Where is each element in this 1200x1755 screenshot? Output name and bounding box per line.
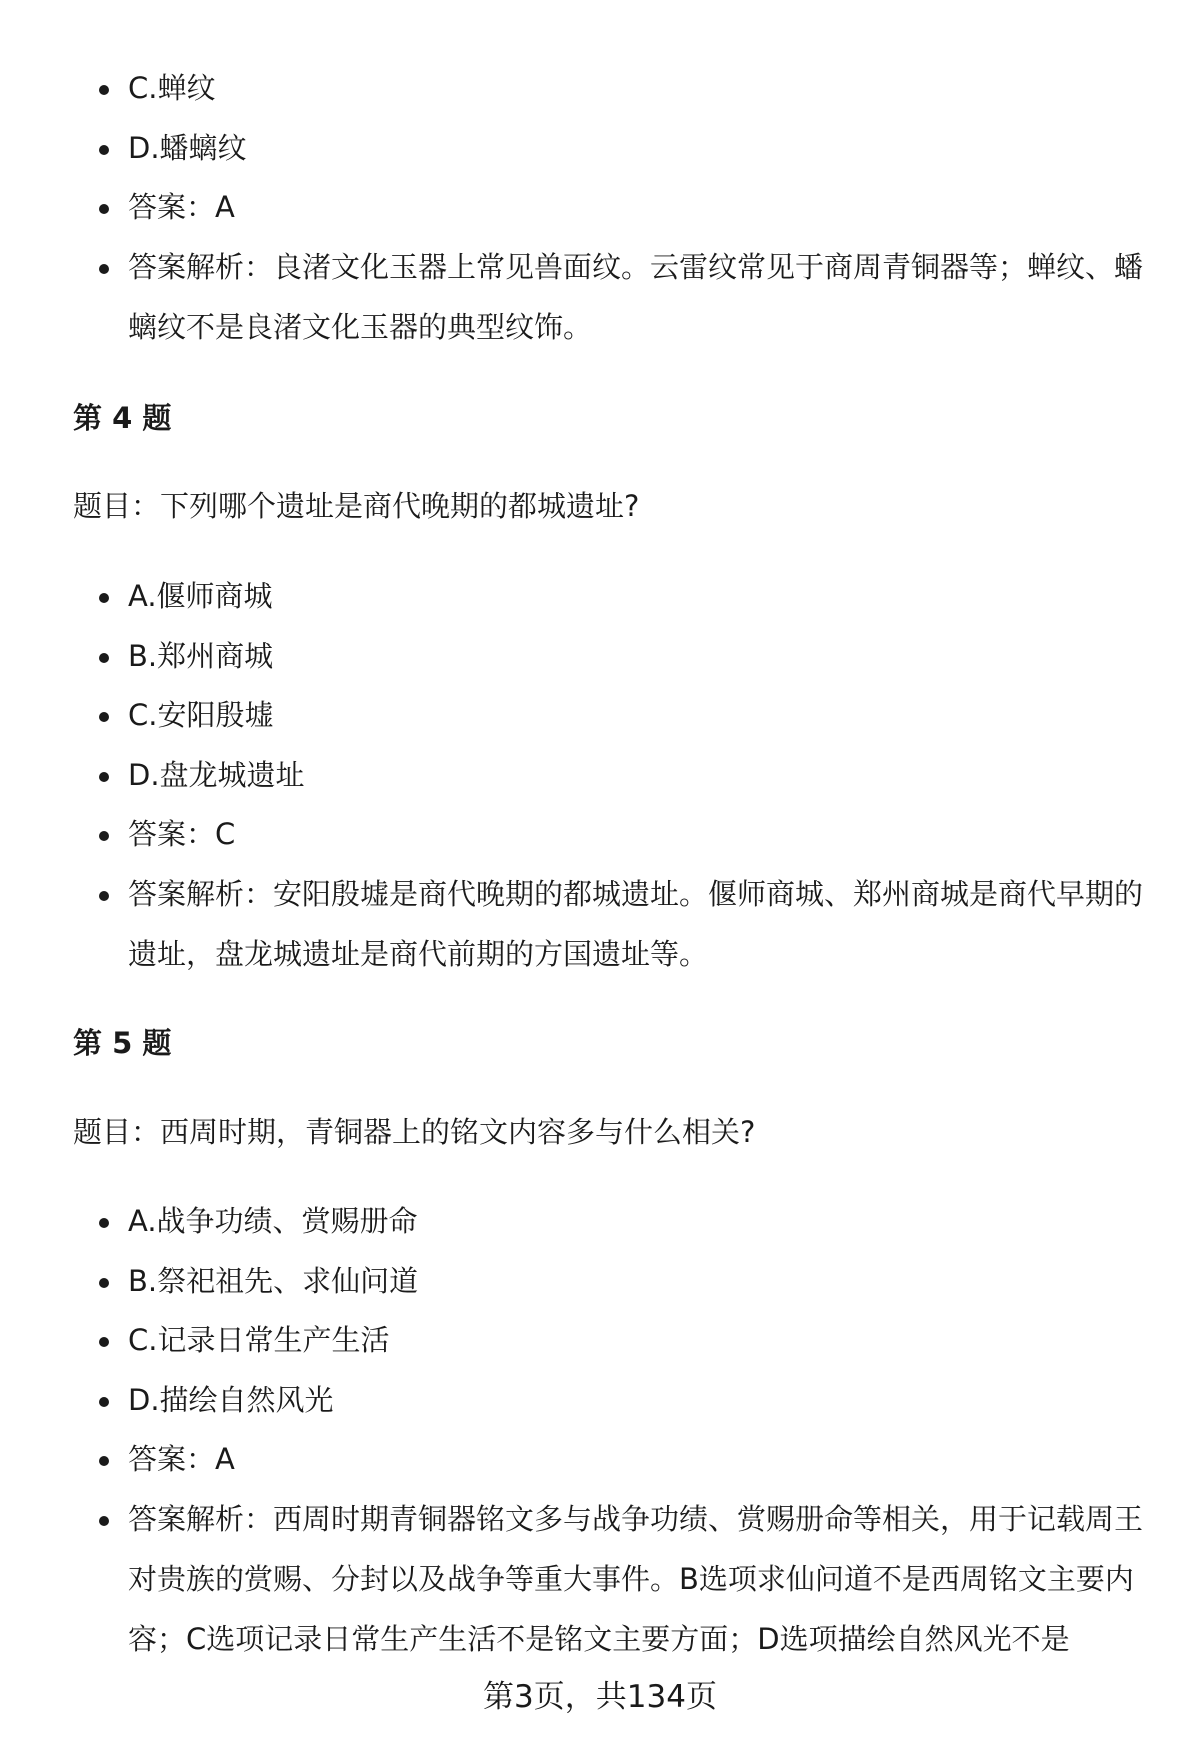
q4-option-d: D.盘龙城遗址 — [128, 745, 1163, 805]
q5-option-c: C.记录日常生产生活 — [128, 1310, 1163, 1370]
q5-heading: 第 5 题 — [73, 1026, 172, 1060]
q5-option-d: D.描绘自然风光 — [128, 1370, 1163, 1430]
q3-option-c: C.蝉纹 — [128, 58, 1163, 118]
q4-option-b: B.郑州商城 — [128, 626, 1163, 686]
q4-heading: 第 4 题 — [73, 401, 172, 435]
q4-option-a: A.偃师商城 — [128, 566, 1163, 626]
q4-explanation: 答案解析：安阳殷墟是商代晚期的都城遗址。偃师商城、郑州商城是商代早期的遗址，盘龙城遗址是商代前期的方国遗址等。 — [128, 864, 1163, 984]
q5-explanation: 答案解析：西周时期青铜器铭文多与战争功绩、赏赐册命等相关，用于记载周王对贵族的赏赐、分封以及战争等重大事件。B选项求仙问道不是西周铭文主要内容；C选项记录日常生产生活不是铭文主要方面；D选项描绘自然风光不是 — [128, 1489, 1163, 1669]
q3-answer: 答案：A — [128, 177, 1163, 237]
q4-stem: 题目：下列哪个遗址是商代晚期的都城遗址? — [73, 489, 640, 523]
q3-explanation: 答案解析：良渚文化玉器上常见兽面纹。云雷纹常见于商周青铜器等；蝉纹、蟠螭纹不是良渚文化玉器的典型纹饰。 — [128, 237, 1163, 357]
q3-option-d: D.蟠螭纹 — [128, 118, 1163, 178]
page-number-footer: 第3页，共134页 — [483, 1679, 717, 1715]
q4-answer: 答案：C — [128, 804, 1163, 864]
q5-answer: 答案：A — [128, 1429, 1163, 1489]
q4-option-c: C.安阳殷墟 — [128, 685, 1163, 745]
q5-stem: 题目：西周时期，青铜器上的铭文内容多与什么相关? — [73, 1115, 756, 1149]
q5-option-a: A.战争功绩、赏赐册命 — [128, 1191, 1163, 1251]
q5-option-b: B.祭祀祖先、求仙问道 — [128, 1251, 1163, 1311]
